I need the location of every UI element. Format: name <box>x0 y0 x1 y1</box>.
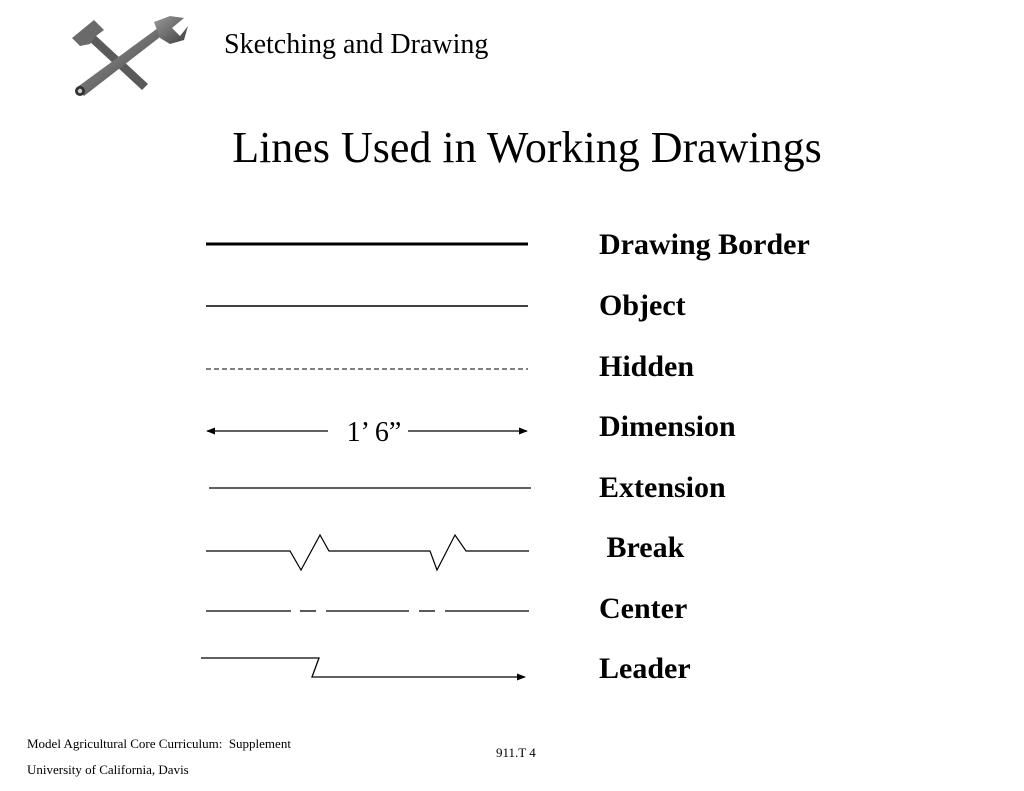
label-hidden: Hidden <box>599 350 695 383</box>
label-dimension: Dimension <box>599 410 736 443</box>
label-object: Object <box>599 289 686 322</box>
leader-line <box>201 658 525 677</box>
slide-title: Lines Used in Working Drawings <box>232 123 822 172</box>
header-title: Sketching and Drawing <box>224 29 489 60</box>
dimension-value: 1’ 6” <box>346 417 402 448</box>
label-break: Break <box>599 531 685 564</box>
dimension-line <box>207 417 527 448</box>
label-leader: Leader <box>599 652 691 685</box>
label-extension: Extension <box>599 471 726 504</box>
footer-curriculum: Model Agricultural Core Curriculum: Supplement <box>27 736 291 751</box>
slide-code: 911.T 4 <box>496 745 536 760</box>
footer-university: University of California, Davis <box>27 762 189 777</box>
break-line <box>206 535 529 570</box>
label-center: Center <box>599 592 688 625</box>
label-drawing-border: Drawing Border <box>599 228 810 261</box>
